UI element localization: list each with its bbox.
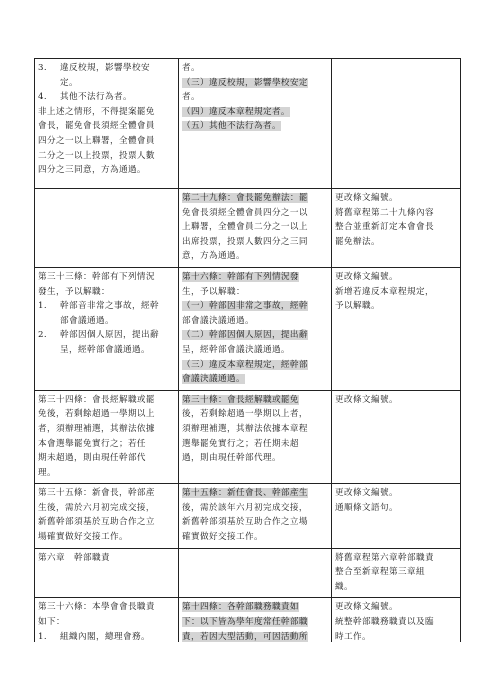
old-text-cell: 第三十五條：新會長，幹部產 生後，需於六月初完成交接， 新舊幹部須基於互助合作之立 場確實做好交接工作。 — [35, 484, 179, 548]
old-text-cell: 第三十四條：會長經解職或罷 免後，若剩餘超過一學期以上 者，須辦理補選，其辦法依據 本會選舉罷免實行之；若任 期未超過，則由現任幹部代 理。 — [35, 390, 179, 484]
note-cell: 更改條文編號。 將舊章程第二十九條內容 整合並重新訂定本會會長 罷免辦法。 — [332, 189, 461, 268]
new-text-cell: 第十五條：新任會長、幹部產生 後，需於該年六月初完成交接， 新舊幹部須基於互助合作之立場 確實做好交接工作。 — [179, 484, 332, 548]
old-text-cell: 第六章 幹部職責 — [35, 548, 179, 598]
old-text-cell — [35, 189, 179, 268]
note-cell — [332, 59, 461, 189]
new-text-cell: 第二十九條：會長罷免辦法：罷 免會長須經全體會員四分之一以 上聯署，全體會員二分之一以上 出席投票，投票人數四分之三同 意，方為通過。 — [179, 189, 332, 268]
new-text-cell: 第十六條：幹部有下列情況發 生，予以解職： （一）幹部因非常之事故，經幹 部會議決議通過。 （二）幹部因個人原因，提出辭 呈，經幹部會議決議通過。 （三）違反本章程規定，經幹部 會議決議通過。 — [179, 267, 332, 390]
list-item: 2. 幹部因個人原因，提出辭 呈，經幹部會議通過。 — [38, 330, 159, 355]
comparison-table — [34, 58, 461, 663]
list-item: 1. 組織內閣，總理會務。 — [38, 631, 150, 642]
note-cell: 更改條文編號。 — [332, 390, 461, 484]
new-text-cell: 第三十條：會長經解職或罷免 後，若剩餘超過一學期以上者， 須辦理補選，其辦法依據本章程 選舉罷免實行之；若任期未超 過，則由現任幹部代理。 — [179, 390, 332, 484]
table-row — [35, 189, 461, 268]
note-cell: 更改條文編號。 新增若違反本章程規定， 予以解職。 — [332, 267, 461, 390]
old-text-cell: 第三十六條：本學會會長職責 如下： 1. 組織內閣，總理會務。 — [35, 598, 179, 662]
note-cell: 將舊章程第六章幹部職責 整合至新章程第三章組 織。 — [332, 548, 461, 598]
new-text-cell — [179, 548, 332, 598]
table-row — [35, 390, 461, 484]
document-page — [34, 58, 460, 663]
list-item: 1. 幹部音非常之事故，經幹 部會議通過。 — [38, 301, 159, 326]
old-text-cell: 3. 違反校規，影響學校安 定。 4. 其他不法行為者。 非上述之情形，不得提案罷免 會長，罷免會長須經全體會員 四分之一以上聯署，全體會員 二分之一以上投票，投票人數 四分之三同意，方為通過。 — [35, 59, 179, 189]
list-item: 4. 其他不法行為者。 — [38, 92, 132, 103]
table-row — [35, 548, 461, 598]
old-text-cell: 第三十三條：幹部有下列情況 發生，予以解職： 1. 幹部音非常之事故，經幹 部會議通過。 2. 幹部因個人原因，提出辭 呈，經幹部會議通過。 — [35, 267, 179, 390]
table-row — [35, 484, 461, 548]
new-text-cell: 第十四條：各幹部職務職責如 下：以下皆為學年度常任幹部職 責，若因大型活動，可因活動所 — [179, 598, 332, 662]
table-row — [35, 59, 461, 189]
note-cell: 更改條文編號。 統整幹部職務職責以及臨 時工作。 — [332, 598, 461, 662]
table-row — [35, 267, 461, 390]
note-cell: 更改條文編號。 通順條文語句。 — [332, 484, 461, 548]
page-bottom-margin — [0, 642, 495, 700]
list-item: 3. 違反校規，影響學校安 定。 — [38, 63, 150, 88]
new-text-cell: 者。 （三）違反校規，影響學校安定 者。 （四）違反本章程規定者。 （五）其他不法行為者。 — [179, 59, 332, 189]
